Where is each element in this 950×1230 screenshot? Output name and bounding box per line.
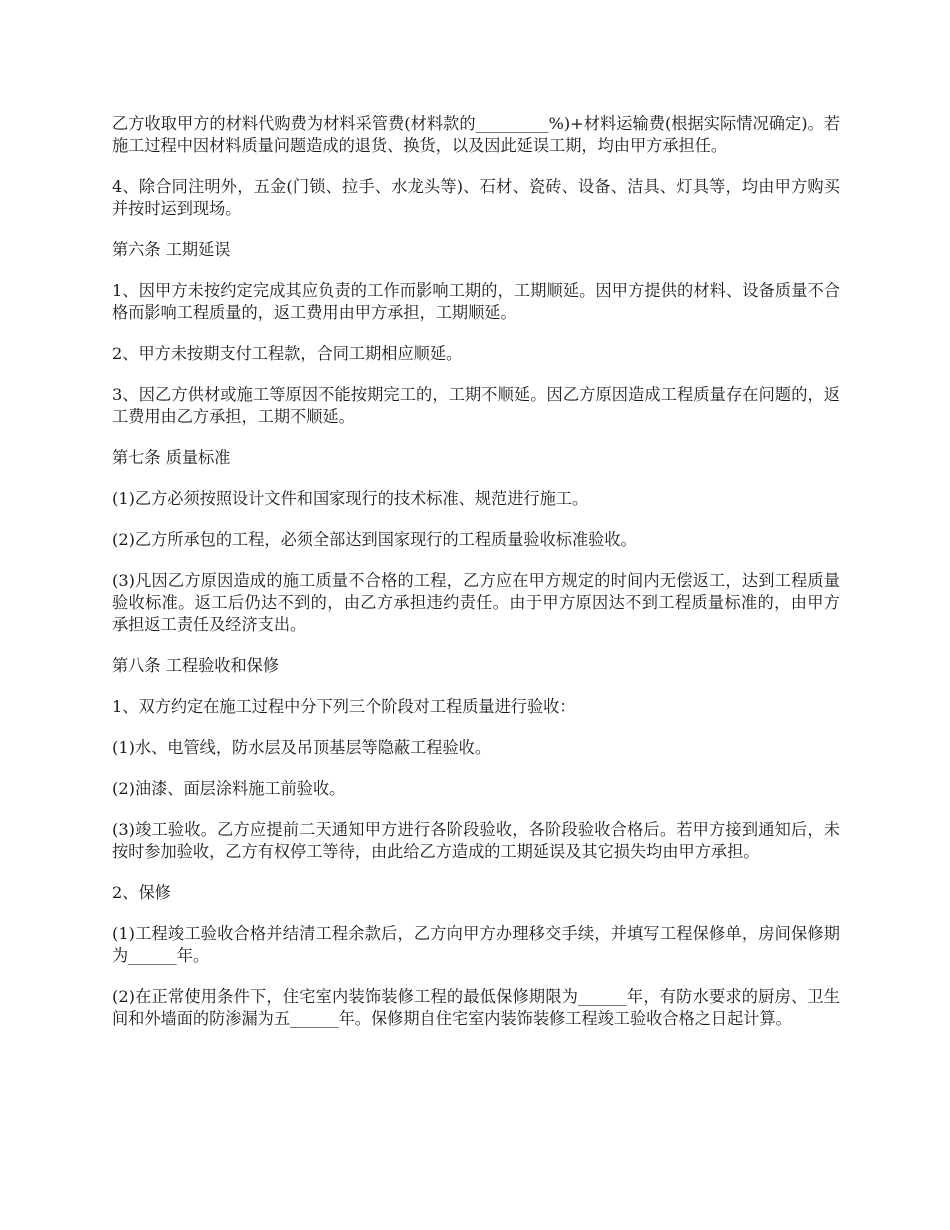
paragraph-delay-2: 2、甲方未按期支付工程款，合同工期相应顺延。: [112, 344, 463, 363]
paragraph-delay-1: 1、因甲方未按约定完成其应负责的工作而影响工期的，工期顺延。因甲方提供的材料、设备质量不合格而影响工程质量的，返工费用由甲方承担，工期顺延。: [112, 281, 840, 322]
paragraph-delay-3: 3、因乙方供材或施工等原因不能按期完工的，工期不顺延。因乙方原因造成工程质量存在问题的，返工费用由乙方承担，工期不顺延。: [112, 385, 840, 426]
paragraph-acceptance-stage-2: (2)油漆、面层涂料施工前验收。: [112, 779, 346, 798]
paragraph-warranty-2: (2)在正常使用条件下，住宅室内装饰装修工程的最低保修期限为______年，有防水要求的厨房、卫生间和外墙面的防渗漏为五______年。保修期自住宅室内装饰装修工程竣工验收合格之日起计算。: [112, 987, 840, 1028]
paragraph-quality-3: (3)凡因乙方原因造成的施工质量不合格的工程，乙方应在甲方规定的时间内无偿返工，达到工程质量验收标准。返工后仍达不到的，由乙方承担违约责任。由于甲方原因达不到工程质量标准的，由甲方承担返工责任及经济支出。: [112, 571, 840, 634]
document-body: [112, 113, 840, 1049]
paragraph-warranty-1: (1)工程竣工验收合格并结清工程余款后，乙方向甲方办理移交手续，并填写工程保修单，房间保修期为______年。: [112, 924, 840, 965]
paragraph-quality-2: (2)乙方所承包的工程，必须全部达到国家现行的工程质量验收标准验收。: [112, 530, 637, 549]
paragraph-acceptance-stage-3: (3)竣工验收。乙方应提前二天通知甲方进行各阶段验收，各阶段验收合格后。若甲方接到通知后，未按时参加验收，乙方有权停工等待，由此给乙方造成的工期延误及其它损失均由甲方承担。: [112, 820, 840, 861]
paragraph-material-fee: 乙方收取甲方的材料代购费为材料采管费(材料款的_________%)+材料运输费(根据实际情况确定)。若施工过程中因材料质量问题造成的退货、换货，以及因此延误工期，均由甲方承担任。: [112, 114, 840, 155]
paragraph-quality-1: (1)乙方必须按照设计文件和国家现行的技术标准、规范进行施工。: [112, 489, 589, 508]
section-heading-7: 第七条 质量标准: [112, 448, 231, 467]
paragraph-acceptance-stage-1: (1)水、电管线，防水层及吊顶基层等隐蔽工程验收。: [112, 738, 492, 757]
paragraph-clause-4: 4、除合同注明外，五金(门锁、拉手、水龙头等)、石材、瓷砖、设备、洁具、灯具等，均由甲方购买并按时运到现场。: [112, 177, 840, 218]
paragraph-acceptance-1: 1、双方约定在施工过程中分下列三个阶段对工程质量进行验收：: [112, 697, 576, 716]
section-heading-6: 第六条 工期延误: [112, 240, 231, 259]
section-heading-8: 第八条 工程验收和保修: [112, 656, 280, 675]
paragraph-warranty-heading: 2、保修: [112, 883, 171, 902]
